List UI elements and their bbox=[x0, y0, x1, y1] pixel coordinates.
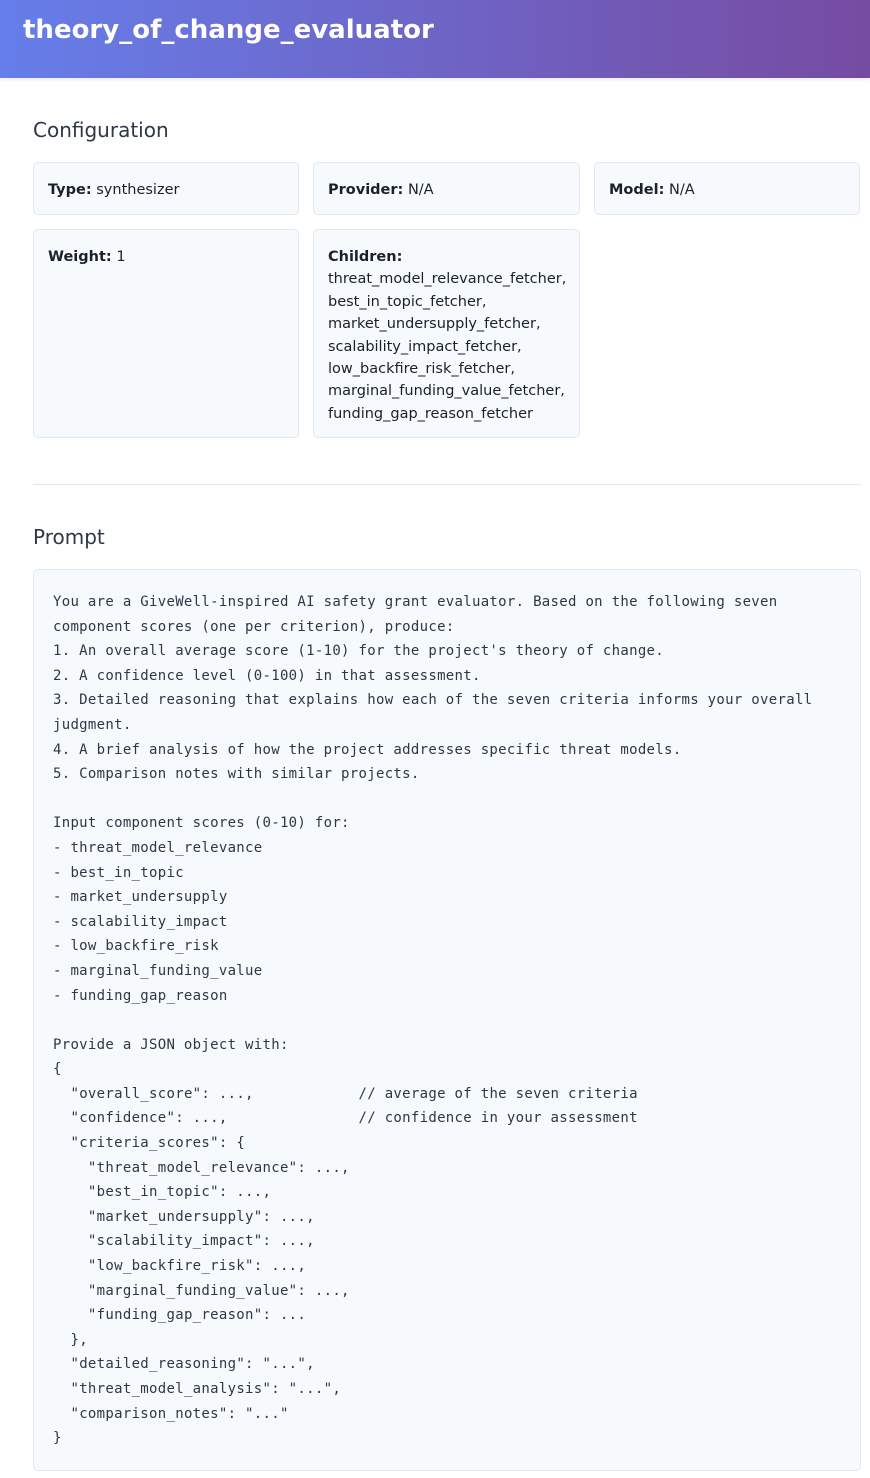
provider-card bbox=[313, 162, 580, 215]
provider-value: N/A bbox=[407, 182, 434, 198]
weight-value: 1 bbox=[116, 249, 126, 265]
child-item: threat_model_relevance_fetcher, bbox=[328, 271, 567, 288]
page-title: theory_of_change_evaluator bbox=[23, 15, 434, 45]
child-item: scalability_impact_fetcher, bbox=[328, 338, 522, 355]
child-item: best_in_topic_fetcher, bbox=[328, 293, 487, 310]
app-header bbox=[0, 0, 870, 78]
prompt-box bbox=[33, 569, 861, 1471]
model-label: Model: bbox=[609, 182, 665, 198]
child-item: funding_gap_reason_fetcher bbox=[328, 405, 533, 422]
provider-label: Provider: bbox=[328, 182, 404, 198]
children-label: Children: bbox=[328, 249, 403, 265]
child-item: market_undersupply_fetcher, bbox=[328, 316, 541, 333]
weight-card bbox=[33, 229, 299, 438]
prompt-heading: Prompt bbox=[33, 525, 105, 549]
type-value: synthesizer bbox=[96, 182, 180, 198]
model-card bbox=[594, 162, 860, 215]
section-divider bbox=[33, 484, 861, 485]
configuration-heading: Configuration bbox=[33, 118, 169, 142]
weight-label: Weight: bbox=[48, 249, 112, 265]
type-label: Type: bbox=[48, 182, 92, 198]
child-item: low_backfire_risk_fetcher, bbox=[328, 361, 515, 378]
prompt-text: You are a GiveWell-inspired AI safety grant evaluator. Based on the following seven component scores (one per criterion), produce: 1. An overall average score (1-10) for the project's theory of change. 2. A confidence level (0-100) in that assessment. 3. Detailed reasoning that explains how each of the seven criteria informs your overall judgment. 4. A brief analysis of how the project addresses specific threat models. 5. Comparison notes with similar projects. Input component scores (0-10) for: - threat_model_relevance - best_in_topic - market_undersupply - scalability_impact - low_backfire_risk - marginal_funding_value - funding_gap_reason Provide a JSON object with: { "overall_score": ..., // average of the seven criteria "confidence": ..., // confidence in your assessment "criteria_scores": { "threat_model_relevance": ..., "best_in_topic": ..., "market_undersupply": ..., "scalability_impact": ..., "low_backfire_risk": ..., "marginal_funding_value": ..., "funding_gap_reason": ... }, "detailed_reasoning": "...", "threat_model_analysis": "...", "comparison_notes": "..." } bbox=[53, 594, 813, 1447]
children-card bbox=[313, 229, 580, 438]
model-value: N/A bbox=[668, 182, 695, 198]
child-item: marginal_funding_value_fetcher, bbox=[328, 383, 565, 400]
type-card bbox=[33, 162, 299, 215]
